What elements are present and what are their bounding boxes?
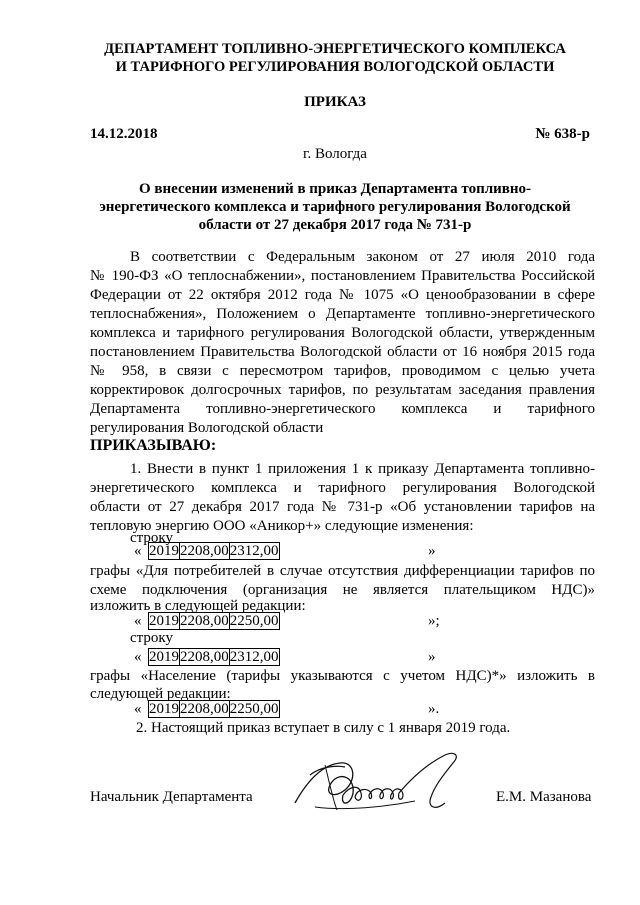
subject-line3: области от 27 декабря 2017 года № 731-р	[198, 217, 472, 233]
tariff-year: 2019	[149, 649, 179, 665]
preamble-line: № 958, в связи с пересмотром тарифов, проводимом с целью учета	[90, 363, 595, 379]
tariff-value-1: 2208,00	[180, 613, 229, 629]
grafy1-line: графы «Для потребителей в случае отсутствия дифференциации тарифов по	[90, 563, 595, 579]
preamble-line: Департамента топливно-энергетического комплекса и тарифного	[90, 401, 595, 417]
preamble-line: регулирования Вологодской области	[90, 420, 324, 436]
item1-line: энергетического комплекса и тарифного регулирования Вологодской	[90, 480, 595, 496]
stroku-label: строку	[130, 630, 173, 646]
handwritten-signature	[285, 745, 475, 820]
order-word: ПРИКАЗЫВАЮ:	[90, 437, 217, 454]
grafy1-line: схеме подключения (организация не является плательщиком НДС)»	[90, 582, 595, 598]
quote-close: »	[428, 543, 436, 559]
grafy1-line: изложить в следующей редакции:	[90, 598, 306, 614]
tariff-table	[148, 612, 280, 630]
preamble-line: Федерации от 22 октября 2012 года № 1075 «О ценообразовании в сфере	[90, 287, 595, 303]
document-type: ПРИКАЗ	[304, 94, 366, 110]
tariff-year: 2019	[149, 543, 179, 559]
document-date: 14.12.2018	[90, 126, 158, 142]
stroku-label: строку	[130, 530, 173, 546]
item1-line: 1. Внести в пункт 1 приложения 1 к приказу Департамента топливно-	[130, 461, 595, 477]
document-city: г. Вологда	[303, 146, 367, 162]
tariff-value-1: 2208,00	[180, 543, 229, 559]
tariff-value-1: 2208,00	[180, 701, 229, 717]
quote-close: »;	[428, 613, 440, 629]
tariff-value-2: 2250,00	[229, 701, 279, 717]
signatory-name: Е.М. Мазанова	[496, 789, 592, 805]
quote-open: «	[134, 649, 142, 665]
quote-open: «	[134, 613, 142, 629]
quote-close: ».	[428, 701, 440, 717]
tariff-table	[148, 700, 280, 718]
item1-line: тепловую энергию ООО «Аникор+» следующие изменения:	[90, 518, 474, 534]
tariff-table	[148, 648, 280, 666]
document-number: № 638-р	[535, 126, 590, 142]
tariff-value-2: 2312,00	[229, 543, 279, 559]
tariff-table	[148, 542, 280, 560]
tariff-value-2: 2312,00	[229, 649, 279, 665]
subject-line1: О внесении изменений в приказ Департамента топливно-	[138, 181, 532, 197]
quote-open: «	[134, 543, 142, 559]
subject-line2: энергетического комплекса и тарифного регулирования Вологодской	[99, 199, 571, 215]
preamble-line: В соответствии с Федеральным законом от 27 июля 2010 года	[130, 249, 595, 265]
item1-line: области от 27 декабря 2017 года № 731-р «Об установлении тарифов на	[90, 499, 595, 515]
tariff-value-1: 2208,00	[180, 649, 229, 665]
quote-close: »	[428, 649, 436, 665]
grafy2-line: следующей редакции:	[90, 686, 231, 702]
grafy2-line: графы «Население (тарифы указываются с учетом НДС)*» изложить в	[90, 668, 595, 684]
item2-text: 2. Настоящий приказ вступает в силу с 1 января 2019 года.	[136, 720, 511, 736]
signatory-position: Начальник Департамента	[90, 789, 253, 805]
department-title-line1: ДЕПАРТАМЕНТ ТОПЛИВНО-ЭНЕРГЕТИЧЕСКОГО КОМПЛЕКСА	[104, 41, 566, 57]
tariff-year: 2019	[149, 701, 179, 717]
preamble-line: № 190-ФЗ «О теплоснабжении», постановлением Правительства Российской	[90, 268, 595, 284]
preamble-line: теплоснабжения», Положением о Департаменте топливно-энергетического	[90, 306, 595, 322]
preamble-line: постановлением Правительства Вологодской области от 16 ноября 2015 года	[90, 344, 595, 360]
preamble-line: комплекса и тарифного регулирования Вологодской области, утвержденным	[90, 325, 595, 341]
preamble-line: корректировок долгосрочных тарифов, по результатам заседания правления	[90, 382, 595, 398]
tariff-year: 2019	[149, 613, 179, 629]
quote-open: «	[134, 701, 142, 717]
tariff-value-2: 2250,00	[229, 613, 279, 629]
department-title-line2: И ТАРИФНОГО РЕГУЛИРОВАНИЯ ВОЛОГОДСКОЙ ОБЛАСТИ	[115, 59, 555, 75]
